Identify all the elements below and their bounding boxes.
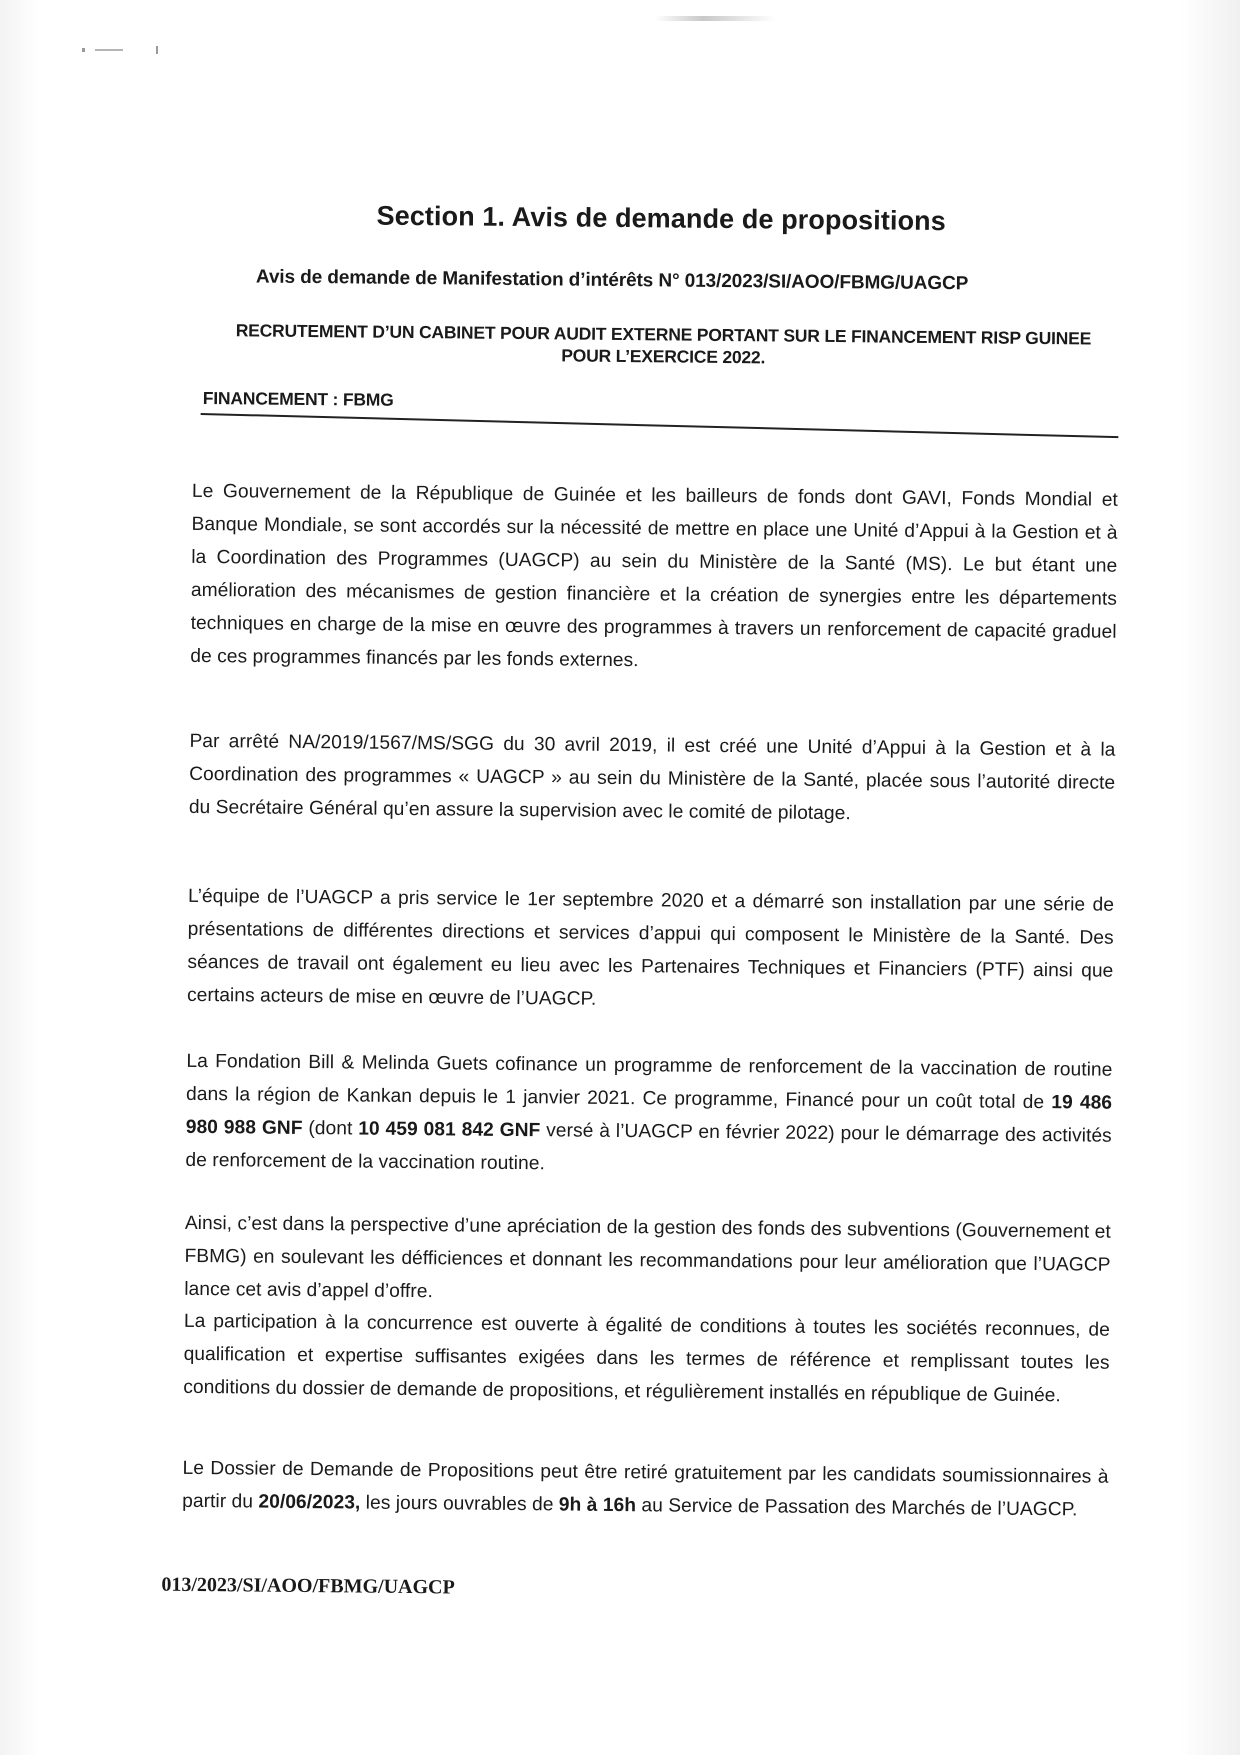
retrieval-text-1: Le Dossier de Demande de Propositions peut être retiré gratuitement par les candidats soumissionnaires à partir du bbox=[182, 1458, 1109, 1513]
amount-paid: 10 459 081 842 GNF bbox=[358, 1118, 541, 1142]
footer-reference: 013/2023/SI/AOO/FBMG/UAGCP bbox=[161, 1573, 455, 1599]
funding-text-1: La Fondation Bill & Melinda Guets cofinance un programme de renforcement de la vaccination de routine dans la région de Kankan depuis le 1 janvier 2021. Ce programme, Financé pour un coût total de bbox=[186, 1051, 1113, 1114]
paragraph-eligibility: La participation à la concurrence est ouverte à égalité de conditions à toutes les sociétés reconnues, de qualification et expertise suffisantes exigées dans les termes de référence et remplissant toutes les conditions du dossier de demande de propositions, et régulièrement installés en république de Guinée. bbox=[183, 1311, 1110, 1407]
recruitment-line-2: POUR L’EXERCICE 2022. bbox=[561, 345, 766, 368]
paragraph-decree: Par arrêté NA/2019/1567/MS/SGG du 30 avril 2019, il est créé une Unité d’Appui à la Gestion et à la Coordination des programmes « UAGCP » au sein du Ministère de la Santé, placée sous l’autorité directe du Secrétaire Général qu’en assure la supervision avec le comité de pilotage. bbox=[188, 731, 1116, 825]
recruitment-line-1: RECRUTEMENT D’UN CABINET POUR AUDIT EXTERNE PORTANT SUR LE FINANCEMENT RISP GUINEE bbox=[235, 320, 1092, 349]
section-title: Section 1. Avis de demande de propositions bbox=[376, 200, 947, 237]
paragraph-purpose: Ainsi, c’est dans la perspective d’une apréciation de la gestion des fonds des subventions (Gouvernement et FBMG) en soulevant les défficiences et donnant les recommandations pour leur amélioration que l’UAGCP lance cet avis d’appel d’offre. bbox=[184, 1213, 1111, 1303]
retrieval-date: 20/06/2023, bbox=[258, 1491, 361, 1514]
notice-subtitle: Avis de demande de Manifestation d’intérêts N° 013/2023/SI/AOO/FBMG/UAGCP bbox=[255, 266, 969, 295]
funding-text-3: versé à l’UAGCP en février 2022) pour le démarrage des activités de renforcement de la vaccination routine. bbox=[185, 1120, 1112, 1175]
paragraph-funding bbox=[185, 1045, 1112, 1186]
recruitment-heading bbox=[203, 319, 1123, 372]
retrieval-hours: 9h à 16h bbox=[558, 1494, 637, 1517]
financement-label: FINANCEMENT : FBMG bbox=[202, 387, 394, 410]
paragraph-retrieval bbox=[182, 1452, 1109, 1527]
paragraph-team: L’équipe de l’UAGCP a pris service le 1er septembre 2020 et a démarré son installation par une série de présentations de différentes directions et services d’appui qui composent le Ministère de la Santé. Des séances de travail ont également eu lieu avec les Partenaires Techniques et Financiers (PTF) ainsi que certains acteurs de mise en œuvre de l’UAGCP. bbox=[186, 886, 1115, 1010]
retrieval-text-3: au Service de Passation des Marchés de l’UAGCP. bbox=[635, 1495, 1078, 1521]
header-divider bbox=[201, 413, 1119, 438]
retrieval-text-2: les jours ouvrables de bbox=[360, 1492, 559, 1516]
funding-text-2: (dont bbox=[302, 1118, 359, 1140]
amount-total: 19 486 980 988 GNF bbox=[185, 1092, 1113, 1140]
paragraph-context: Le Gouvernement de la République de Guinée et les bailleurs de fonds dont GAVI, Fonds Mondial et Banque Mondiale, se sont accordés sur la nécessité de mettre en place une Unité d’Appui à la Gestion et à la Coordination des Programmes (UAGCP) au sein du Ministère de la Santé (MS). Le but étant une amélioration des mécanismes de gestion financière et la création de synergies entre les départements techniques en charge de la mise en œuvre des programmes à travers un renforcement de capacité graduel de ces programmes financés par les fonds externes. bbox=[190, 481, 1118, 672]
